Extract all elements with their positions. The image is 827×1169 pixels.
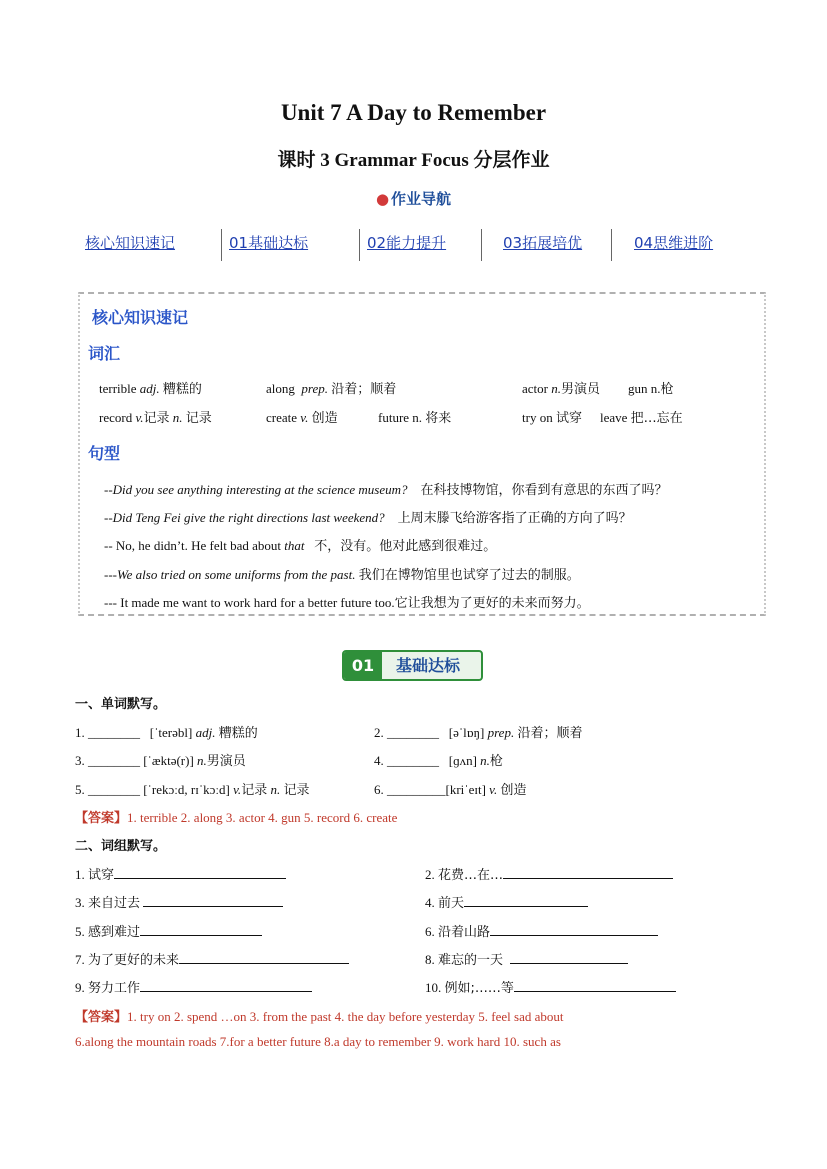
- answer-blank[interactable]: [140, 923, 262, 936]
- answer-blank[interactable]: [490, 923, 658, 936]
- question-item: 4. 前天: [425, 892, 588, 911]
- question-item: 5. ________ [ˈrekɔːd, rɪˈkɔːd] v.记录 n. 记录: [75, 782, 310, 798]
- page-title: Unit 7 A Day to Remember: [280, 100, 547, 125]
- location-pin-icon: ●: [375, 190, 390, 208]
- vocab-item: try on 试穿: [522, 410, 582, 426]
- vocab-heading: 词汇: [88, 344, 121, 363]
- nav-link-03[interactable]: 03拓展培优: [503, 234, 583, 252]
- nav-link-core[interactable]: 核心知识速记: [85, 234, 176, 252]
- vocab-item: actor n.男演员: [522, 381, 600, 397]
- answer-blank[interactable]: [143, 894, 283, 907]
- nav-link-02[interactable]: 02能力提升: [367, 234, 447, 252]
- question-item: 7. 为了更好的未来: [75, 949, 349, 968]
- nav-divider: [359, 229, 360, 261]
- answer-blank[interactable]: [464, 894, 588, 907]
- question-item: 2. 花费…在…: [425, 864, 673, 883]
- sentence-item: --Did Teng Fei give the right directions last weekend? 上周末滕飞给游客指了正确的方向了吗？: [104, 510, 632, 526]
- nav-link-04[interactable]: 04思维进阶: [634, 234, 714, 252]
- answer-blank[interactable]: [114, 866, 286, 879]
- nav-heading-text: 作业导航: [391, 190, 452, 208]
- answer-blank[interactable]: [503, 866, 673, 879]
- question-item: 3. ________ [ˈæktə(r)] n.男演员: [75, 753, 246, 769]
- sentence-item: -- No, he didn’t. He felt bad about that 不，没有。他对此感到很难过。: [104, 538, 497, 554]
- vocab-item: gun n.枪: [628, 381, 674, 397]
- vocab-item: create v. 创造: [266, 410, 338, 426]
- sentence-item: --Did you see anything interesting at the science museum? 在科技博物馆，你看到有意思的东西了吗？: [104, 482, 668, 498]
- answer-line: 6.along the mountain roads 7.for a better future 8.a day to remember 9. work hard 10. such as: [75, 1034, 561, 1049]
- answer-line: 【答案】1. try on 2. spend …on 3. from the past 4. the day before yesterday 5. feel sad about: [75, 1009, 564, 1025]
- question-item: 5. 感到难过: [75, 921, 262, 940]
- nav-divider: [481, 229, 482, 261]
- nav-divider: [611, 229, 612, 261]
- vocab-item: future n. 将来: [378, 410, 452, 426]
- sentence-item: --- It made me want to work hard for a better future too.它让我想为了更好的未来而努力。: [104, 595, 590, 611]
- nav-divider: [221, 229, 222, 261]
- sentence-heading: 句型: [88, 444, 121, 463]
- question-item: 1. ________ [ˈterəbl] adj. 糟糕的: [75, 725, 258, 741]
- vocab-item: leave 把…忘在: [600, 410, 683, 426]
- page-subtitle: 课时 3 Grammar Focus 分层作业: [277, 150, 550, 171]
- answer-blank[interactable]: [510, 951, 628, 964]
- answer-line: 【答案】1. terrible 2. along 3. actor 4. gun 5. record 6. create: [75, 810, 398, 826]
- question-item: 6. 沿着山路: [425, 921, 658, 940]
- answer-blank[interactable]: [140, 979, 312, 992]
- part1-heading: 一、单词默写。: [75, 697, 167, 712]
- question-item: 3. 来自过去: [75, 892, 283, 911]
- vocab-item: record v.记录 n. 记录: [99, 410, 212, 426]
- nav-link-01[interactable]: 01基础达标: [229, 234, 309, 252]
- badge-number: 01: [344, 652, 382, 679]
- answer-blank[interactable]: [514, 979, 676, 992]
- question-item: 8. 难忘的一天: [425, 949, 628, 968]
- answer-blank[interactable]: [179, 951, 349, 964]
- section-badge-01: [342, 650, 483, 681]
- question-item: 1. 试穿: [75, 864, 286, 883]
- knowledge-heading: 核心知识速记: [92, 308, 189, 327]
- vocab-item: along prep. 沿着；顺着: [266, 381, 397, 397]
- question-item: 4. ________ [ɡʌn] n.枪: [374, 753, 503, 769]
- nav-heading: [0, 188, 827, 209]
- badge-text: 基础达标: [396, 656, 461, 675]
- question-item: 6. _________[kriˈeɪt] v. 创造: [374, 782, 527, 798]
- vocab-item: terrible adj. 糟糕的: [99, 381, 202, 397]
- question-item: 10. 例如;……等: [425, 977, 676, 996]
- sentence-item: ---We also tried on some uniforms from the past. 我们在博物馆里也试穿了过去的制服。: [104, 567, 580, 583]
- part2-heading: 二、词组默写。: [75, 839, 167, 854]
- question-item: 9. 努力工作: [75, 977, 312, 996]
- question-item: 2. ________ [əˈlɒŋ] prep. 沿着；顺着: [374, 725, 583, 741]
